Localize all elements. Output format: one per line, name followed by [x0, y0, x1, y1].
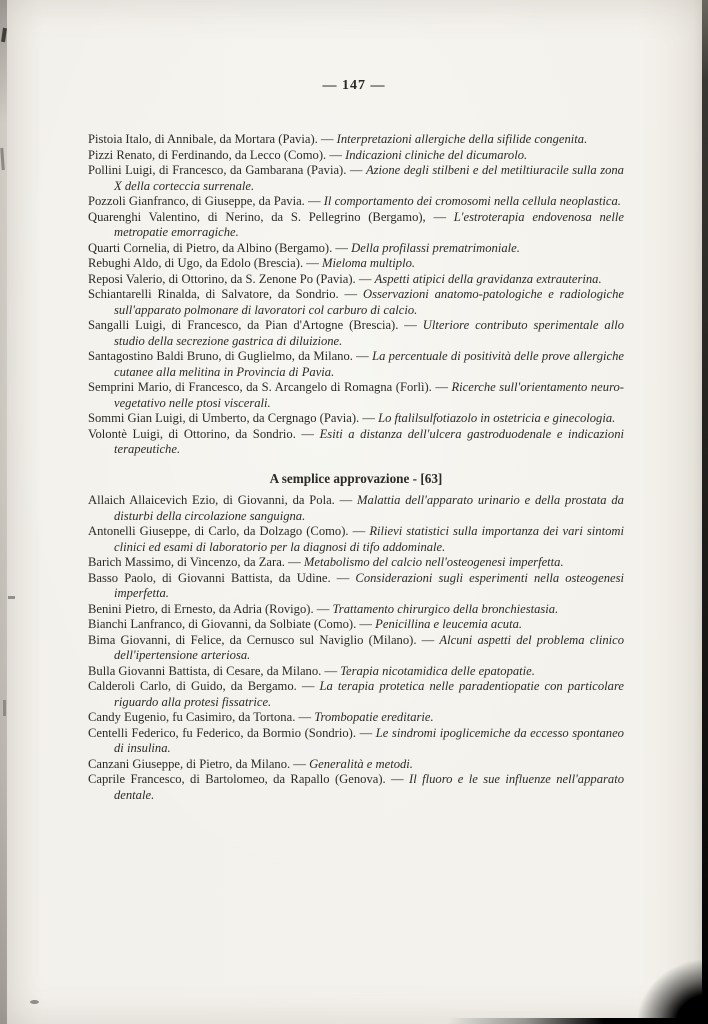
entry — [88, 148, 624, 164]
entry — [88, 241, 624, 257]
entry-title: Penicillina e leucemia acuta. — [375, 617, 523, 631]
page-number: — 147 — — [322, 78, 386, 93]
entry-title: Terapia nicotamidica delle epatopatie. — [340, 663, 535, 678]
entry-head: Allaich Allaicevich Ezio, di Giovanni, da Pola. — — [88, 493, 358, 507]
entry-title: Esiti a distanza dell'ulcera gastroduodenale e indicazioni terapeutiche. — [114, 426, 624, 456]
entry-title: La percentuale di positività delle prove allergiche cutanee alla melitina in Provincia di Pavia. — [114, 349, 624, 379]
entry — [88, 411, 624, 427]
entry-title: Metabolismo del calcio nell'osteogenesi imperfetta. — [303, 555, 564, 569]
entry-head: Bianchi Lanfranco, di Giovanni, da Solbiate (Como). — — [88, 617, 376, 631]
entry-title: Osservazioni anatomo-patologiche e radiologiche sull'apparato polmonare di lavoratori col carburo di calcio. — [114, 287, 624, 317]
entry-head: Bulla Giovanni Battista, di Cesare, da Milano. — — [88, 663, 341, 678]
entry — [88, 679, 624, 710]
entry — [88, 287, 624, 318]
entry-title: Indicazioni cliniche del dicumarolo. — [345, 147, 528, 162]
entry-head: Pozzoli Gianfranco, di Giuseppe, da Pavia. — — [88, 194, 324, 208]
entry — [88, 664, 624, 680]
entry-head: Centelli Federico, fu Federico, da Bormio (Sondrio). — — [88, 725, 376, 740]
entry — [88, 571, 624, 602]
entry-head: Pistoia Italo, di Annibale, da Mortara (Pavia). — — [88, 132, 337, 146]
entry-title: Interpretazioni allergiche della sifilide congenita. — [336, 132, 588, 146]
entry — [88, 132, 624, 148]
entry-head: Quarenghi Valentino, di Nerino, da S. Pellegrino (Bergamo), — — [88, 209, 454, 224]
entry-title: L'estroterapia endovenosa nelle metropatie emorragiche. — [114, 209, 624, 239]
entry — [88, 272, 624, 288]
entry — [88, 772, 624, 803]
entry-head: Benini Pietro, di Ernesto, da Adria (Rovigo). — — [88, 601, 333, 616]
scan-speck — [8, 596, 15, 599]
entry-title: Generalità e metodi. — [309, 756, 413, 771]
entry — [88, 524, 624, 555]
entry-head: Basso Paolo, di Giovanni Battista, da Udine. — — [88, 570, 356, 585]
entry-title: Rilievi statistici sulla importanza dei vari sintomi clinici ed esami di laboratorio per la diagnosi di tifo addominale. — [114, 524, 624, 554]
entry-title: Malattia dell'apparato urinario e della prostata da disturbi della circolazione sanguigna. — [114, 493, 624, 523]
entry-title: Considerazioni sugli esperimenti nella osteogenesi imperfetta. — [114, 570, 624, 600]
entry-title: Il comportamento dei cromosomi nella cellula neoplastica. — [323, 194, 621, 208]
entry-title: Alcuni aspetti del problema clinico dell'ipertensione arteriosa. — [114, 632, 625, 662]
entry — [88, 602, 624, 618]
entry-head: Calderoli Carlo, di Guido, da Bergamo. — — [88, 679, 320, 693]
scan-speck — [3, 700, 6, 716]
entry-title: Ulteriore contributo sperimentale allo studio della secrezione gastrica di diluizione. — [114, 318, 624, 348]
entry-head: Bima Giovanni, di Felice, da Cernusco sul Naviglio (Milano). — — [88, 632, 440, 647]
entry — [88, 757, 624, 773]
entry-head: Quarti Cornelia, di Pietro, da Albino (Bergamo). — — [88, 240, 352, 255]
scan-speck — [1, 28, 7, 42]
entry — [88, 427, 624, 458]
entry-title: Ricerche sull'orientamento neuro-vegetativo nelle ptosi viscerali. — [114, 380, 624, 410]
entry — [88, 163, 624, 194]
entry — [88, 726, 624, 757]
entry-head: Barich Massimo, di Vincenzo, da Zara. — — [88, 555, 304, 569]
scan-speck — [0, 148, 5, 170]
entry — [88, 555, 624, 571]
entry-title: Il fluoro e le sue influenze nell'apparato dentale. — [114, 772, 624, 802]
entry — [88, 633, 624, 664]
entry-title: La terapia protetica nelle paradentiopatie con particolare riguardo alla protesi fissatrice. — [114, 679, 624, 709]
entry — [88, 318, 624, 349]
entry — [88, 210, 624, 241]
entry — [88, 256, 624, 272]
entry-head: Santagostino Baldi Bruno, di Guglielmo, da Milano. — — [88, 349, 373, 363]
entry-title: Aspetti atipici della gravidanza extrauterina. — [374, 271, 602, 286]
entry-head: Reposi Valerio, di Ottorino, da S. Zenone Po (Pavia). — — [88, 271, 375, 286]
entry-head: Sommi Gian Luigi, di Umberto, da Cergnago (Pavia). — — [88, 411, 379, 425]
entry — [88, 493, 624, 524]
entry-title: Le sindromi ipoglicemiche da eccesso spontaneo di insulina. — [114, 725, 624, 755]
entry-head: Canzani Giuseppe, di Pietro, da Milano. — — [88, 756, 310, 771]
entry-head: Caprile Francesco, di Bartolomeo, da Rapallo (Genova). — — [88, 772, 410, 786]
entry-head: Candy Eugenio, fu Casimiro, da Tortona. — — [88, 710, 315, 724]
entry — [88, 349, 624, 380]
entry — [88, 617, 624, 633]
entry-title: Della profilassi prematrimoniale. — [351, 240, 520, 255]
entry-head: Volontè Luigi, di Ottorino, da Sondrio. — — [88, 426, 320, 441]
entry-head: Antonelli Giuseppe, di Carlo, da Dolzago (Como). — — [88, 524, 370, 538]
entry-title: Mieloma multiplo. — [322, 256, 416, 270]
entry-head: Rebughi Aldo, di Ugo, da Edolo (Brescia). — — [88, 256, 322, 270]
scan-corner-shadow — [638, 960, 708, 1024]
scan-right-edge-shadow — [702, 0, 708, 1024]
entry-head: Schiantarelli Rinalda, di Salvatore, da Sondrio. — — [88, 287, 363, 301]
entry — [88, 710, 624, 726]
entry — [88, 194, 624, 210]
entry-head: Semprini Mario, di Francesco, da S. Arcangelo di Romagna (Forlì). — — [88, 380, 452, 394]
scan-left-edge-shadow — [0, 0, 7, 1024]
entry-head: Pollini Luigi, di Francesco, da Gambarana (Pavia). — — [88, 163, 366, 177]
entry-title: Trattamento chirurgico della bronchiestasia. — [332, 601, 559, 616]
entries-host — [88, 132, 624, 803]
section-heading: A semplice approvazione - [63] — [269, 470, 443, 486]
entry-head: Pizzi Renato, di Ferdinando, da Lecco (Como). — — [88, 147, 346, 162]
scan-speck — [30, 1000, 39, 1004]
entry-title: Lo ftalilsulfotiazolo in ostetricia e ginecologia. — [378, 411, 616, 425]
entry-title: Trombopatie ereditarie. — [314, 710, 434, 724]
entry-head: Sangalli Luigi, di Francesco, da Pian d'Artogne (Brescia). — — [88, 318, 423, 332]
entry-title: Azione degli stilbeni e del metiltiuracile sulla zona X della corteccia surrenale. — [114, 163, 624, 193]
entry — [88, 380, 624, 411]
scan-bottom-edge-shadow — [448, 1018, 708, 1024]
